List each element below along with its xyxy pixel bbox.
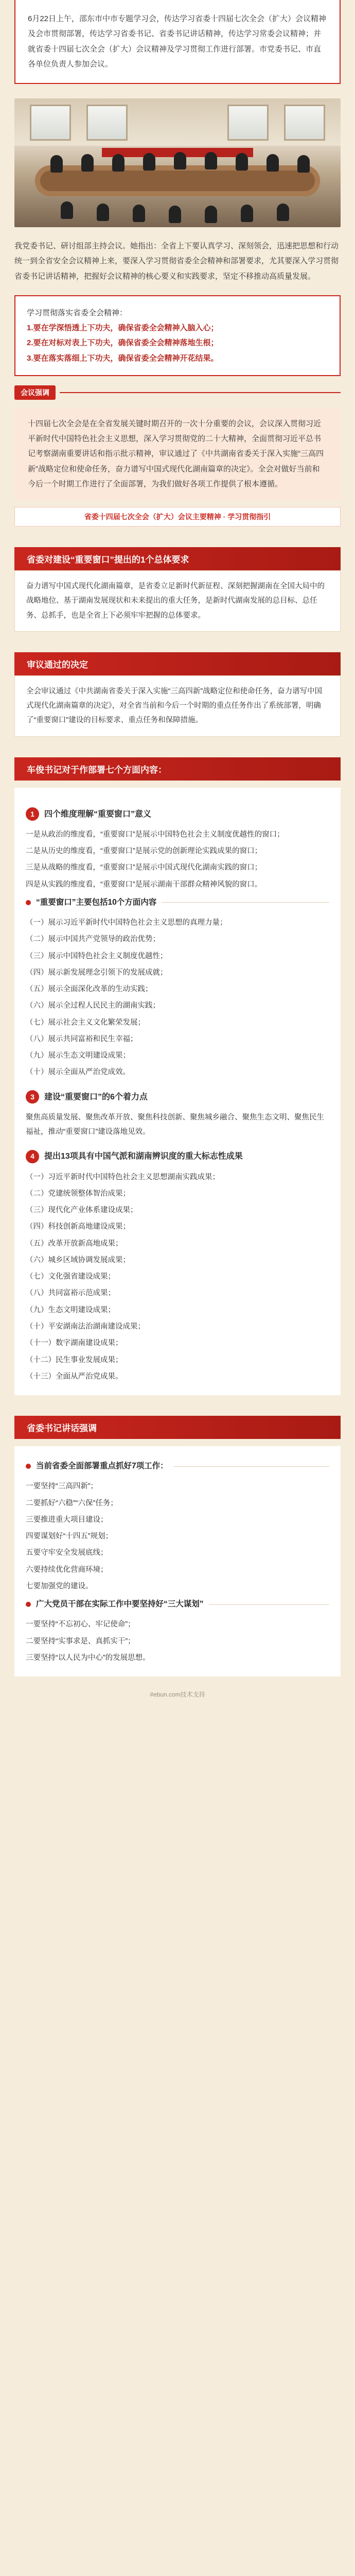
list-item: （四）展示新发展理念引领下的发展成就； (26, 968, 168, 977)
list-item: （九）展示生态文明建设成果； (26, 1052, 130, 1060)
summary-item: 2.要在对标对表上下功夫，确保省委全会精神落地生根； (27, 338, 219, 348)
meaning-list (26, 827, 329, 892)
three-requirements-list (26, 1617, 329, 1665)
subheading-1: 1 四个维度理解“重要窗口”意义 (26, 806, 329, 822)
list-item: 四是从实践的维度看，“重要窗口”是展示湖南干部群众精神风貌的窗口。 (26, 880, 262, 889)
summary-box (14, 295, 341, 376)
list-item: 六要持续优化营商环境； (26, 1565, 108, 1574)
intro-text: 6月22日上午，邵东市中市专题学习会，传达学习省委十四届七次全会（扩大）会议精神及会市贯彻部署，传达学习省委书记、省委书记讲话精神，传达学习常委会议精神；并就省委十四届七次全会（扩大）会议精神及学习贯彻工作进行部署。市党委书记、市直各单位负责人参加会议。 (28, 14, 327, 69)
section-1-body: 奋力谱写中国式现代化湖南篇章，是省委立足新时代新征程、深刻把握湖南在全国大局中的战略地位、基于湖南发展现状和未来提出的重大任务，是新时代湖南发展的总目标、总任务、总抓手，也是全省上下必须牢牢把握的总体要求。 (14, 570, 341, 632)
intro-box (14, 0, 341, 84)
section-1-header (14, 547, 341, 570)
list-item: （八）展示共同富裕和民生幸福； (26, 1035, 138, 1043)
list-item: （七）文化强省建设成果； (26, 1273, 115, 1281)
meeting-quote-panel (14, 408, 341, 500)
list-item: （一）习近平新时代中国特色社会主义思想湖南实践成果； (26, 1173, 220, 1181)
paragraph-1: 我党委书记、研讨组部主持会议。她指出：全省上下要认真学习、深刻领会，迅速把思想和行动统一到全省安全会议精神上来，要深入学习贯彻省委全会精神和部署要求，尤其要深入学习贯彻省委书记讲话精神，把握好会议精神的核心要义和实践要求，坚定不移推动高质量发展。 (14, 242, 339, 281)
list-item: （七）展示社会主义文化繁荣发展； (26, 1018, 145, 1027)
list-item: （十）展示全面从严治党成效。 (26, 1068, 130, 1077)
section-2-header (14, 652, 341, 675)
list-item: （三）现代化产业体系建设成果； (26, 1206, 138, 1215)
list-item: 一是从政治的维度看，“重要窗口”是展示中国特色社会主义制度优越性的窗口； (26, 830, 285, 839)
list-item: （十二）民生事业发展成果； (26, 1355, 123, 1364)
list-item: 三是从战略的维度看，“重要窗口”是展示中国式现代化湖南实践的窗口； (26, 863, 262, 872)
thirteen-results-list (26, 1170, 329, 1384)
section-2-title: 审议通过的决定 (19, 652, 341, 675)
list-item: 四要谋划好“十四五”规划； (26, 1532, 113, 1541)
section-3-header (14, 757, 341, 781)
section-4-header (14, 1416, 341, 1439)
list-item: 二是从历史的维度看，“重要窗口”是展示党的创新理论实践成果的窗口； (26, 847, 262, 856)
secretary-subheading-1: 当前省委全面部署重点抓好7项工作： (26, 1459, 329, 1474)
section-2-body: 全会审议通过《中共湖南省委关于深入实施“三高四新”战略定位和使命任务，奋力谱写中国式现代化湖南篇章的决定》，对全省当前和今后一个时期的重点任务作出了系统部署，明确了“重要窗口”建设的目标要求、重点任务和保障措施。 (14, 675, 341, 737)
section-meeting-label: 会议强调 (14, 385, 56, 400)
list-item: （六）城乡区域协调发展成果； (26, 1256, 130, 1264)
list-item: 三要坚持“以人民为中心”的发展思想。 (26, 1653, 150, 1662)
list-item: （一）展示习近平新时代中国特色社会主义思想的真理力量； (26, 919, 227, 927)
footer-credit: #ebun.com技术支持 (150, 1691, 205, 1699)
summary-item: 3.要在落实落细上下功夫，确保省委全会精神开花结果。 (27, 353, 219, 363)
section-4-title: 省委书记讲话强调 (19, 1416, 341, 1439)
summary-lead: 学习贯彻落实省委全会精神： (27, 308, 128, 317)
summary-item: 1.要在学深悟透上下功夫，确保省委全会精神入脑入心； (27, 324, 219, 332)
ten-aspects-list (26, 916, 329, 1080)
list-item: （四）科技创新高地建设成果； (26, 1223, 130, 1231)
section-1-title: 省委对建设“重要窗口”提出的1个总体要求 (19, 547, 341, 570)
list-item: （二）展示中国共产党领导的政治优势； (26, 935, 160, 944)
list-item: 一要坚持“不忘初心、牢记使命”； (26, 1620, 135, 1629)
list-item: （九）生态文明建设成果； (26, 1306, 115, 1314)
list-item: （十三）全面从严治党成果。 (26, 1372, 123, 1381)
list-item: 五要守牢安全发展底线； (26, 1549, 108, 1557)
seven-tasks-list (26, 1479, 329, 1594)
list-item: （二）党建统领整体智治成果； (26, 1189, 130, 1198)
list-item: （十）平安湖南法治湖南建设成果； (26, 1323, 145, 1331)
meeting-photo (14, 98, 341, 227)
list-item: （五）展示全面深化改革的生动实践； (26, 985, 153, 994)
meeting-quote-text: 十四届七次全会是在全省发展关键时期召开的一次十分重要的会议，会议深入贯彻习近平新时代中国特色社会主义思想，深入学习贯彻党的二十大精神，全面贯彻习近平总书记考察湖南重要讲话和指示批示精神，审议通过了《中共湖南省委关于深入实施“三高四新”战略定位和使命任务，奋力谱写中国式现代化湖南篇章的决定》。全会对做好当前和今后一个时期工作进行了全面部署，为我们做好各项工作提供了根本遵循。 (28, 419, 324, 488)
focus-points-text: 聚焦高质量发展、聚焦改革开放、聚焦科技创新、聚焦城乡融合、聚焦生态文明、聚焦民生福祉，推动“重要窗口”建设落地见效。 (26, 1113, 324, 1137)
list-item: （五）改革开放新高地成果； (26, 1239, 123, 1248)
section-meeting-header (14, 385, 341, 400)
secretary-subheading-2: 广大党员干部在实际工作中要坚持好“三大谋划” (26, 1597, 329, 1612)
list-item: 一要坚持“三高四新”； (26, 1482, 98, 1491)
subheading-2: “重要窗口”主要包括10个方面内容 (26, 895, 329, 910)
list-item: （八）共同富裕示范成果； (26, 1289, 115, 1298)
subheading-3: 3 建设“重要窗口”的6个着力点 (26, 1089, 329, 1105)
list-item: （十一）数字湖南建设成果； (26, 1339, 123, 1348)
list-item: 七要加强党的建设。 (26, 1582, 93, 1590)
list-item: （三）展示中国特色社会主义制度优越性； (26, 952, 168, 960)
subheading-4: 4 提出13项具有中国气派和湖南辨识度的重大标志性成果 (26, 1148, 329, 1164)
list-item: 二要抓好“六稳”“六保”任务； (26, 1499, 118, 1507)
list-item: （六）展示全过程人民民主的湖南实践； (26, 1002, 160, 1010)
list-item: 三要推进重大项目建设； (26, 1515, 108, 1524)
list-item: 二要坚持“实事求是、真抓实干”； (26, 1637, 135, 1646)
deployment-card (14, 788, 341, 1395)
section-3-title: 车俊书记对于作部署七个方面内容： (19, 757, 341, 781)
meeting-quote-strip: 省委十四届七次全会（扩大）会议主要精神 · 学习贯彻指引 (14, 507, 341, 527)
secretary-card (14, 1446, 341, 1676)
